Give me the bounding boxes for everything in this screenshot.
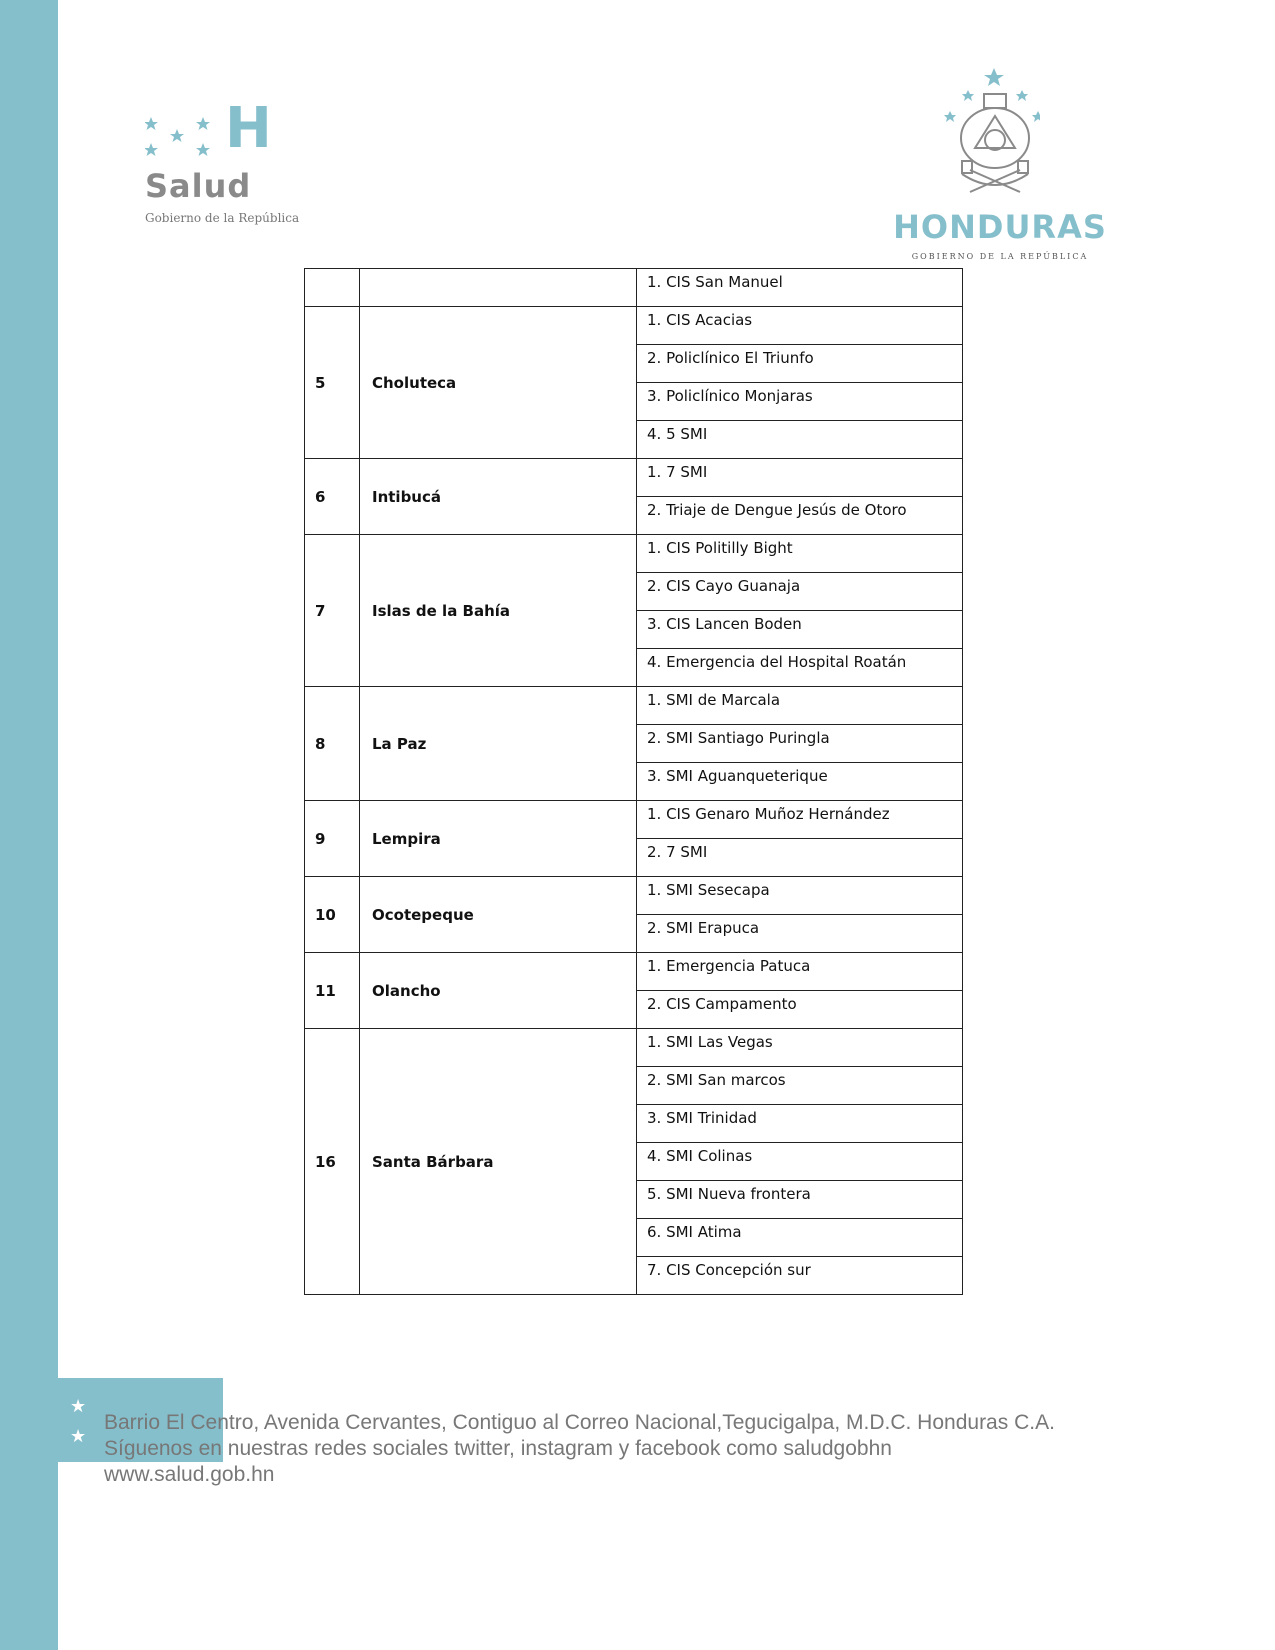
establishment-cell: 1. CIS Genaro Muñoz Hernández <box>637 801 963 839</box>
footer-address: Barrio El Centro, Avenida Cervantes, Contiguo al Correo Nacional,Tegucigalpa, M.D.C. Honduras C.A. <box>104 1411 1055 1434</box>
department-name-cell: Islas de la Bahía <box>360 535 637 687</box>
establishment-cell: 2. SMI San marcos <box>637 1067 963 1105</box>
establishment-cell: 2. CIS Campamento <box>637 991 963 1029</box>
table-row <box>305 307 963 345</box>
table-row <box>305 535 963 573</box>
department-name-cell <box>360 269 637 307</box>
establishment-cell: 4. Emergencia del Hospital Roatán <box>637 649 963 687</box>
establishment-cell: 2. Policlínico El Triunfo <box>637 345 963 383</box>
department-name-cell: Choluteca <box>360 307 637 459</box>
establishment-cell: 2. 7 SMI <box>637 839 963 877</box>
establishment-cell: 2. Triaje de Dengue Jesús de Otoro <box>637 497 963 535</box>
table-row <box>305 801 963 839</box>
table-row <box>305 459 963 497</box>
department-name-cell: Ocotepeque <box>360 877 637 953</box>
department-number-cell: 9 <box>305 801 360 877</box>
establishment-cell: 2. SMI Santiago Puringla <box>637 725 963 763</box>
establishment-cell: 4. 5 SMI <box>637 421 963 459</box>
department-name-cell: Santa Bárbara <box>360 1029 637 1295</box>
department-name-cell: Lempira <box>360 801 637 877</box>
footer-text <box>104 1410 1055 1488</box>
department-number-cell: 11 <box>305 953 360 1029</box>
establishment-cell: 1. 7 SMI <box>637 459 963 497</box>
department-number-cell: 16 <box>305 1029 360 1295</box>
salud-subtitle: Gobierno de la República <box>145 211 300 225</box>
department-name-cell: Olancho <box>360 953 637 1029</box>
footer-stars-icon: ★ ★ <box>70 1396 87 1447</box>
establishment-cell: 1. SMI Sesecapa <box>637 877 963 915</box>
establishment-cell: 2. CIS Cayo Guanaja <box>637 573 963 611</box>
salud-wordmark: Salud <box>145 167 252 205</box>
side-accent-bar <box>0 0 58 1650</box>
coat-of-arms-icon <box>910 66 1040 206</box>
footer-social: Síguenos en nuestras redes sociales twitter, instagram y facebook como saludgobhn <box>104 1437 892 1460</box>
department-number-cell: 8 <box>305 687 360 801</box>
establishment-cell: 1. SMI de Marcala <box>637 687 963 725</box>
table-row <box>305 269 963 307</box>
establishment-cell: 3. SMI Trinidad <box>637 1105 963 1143</box>
honduras-logo <box>880 66 1120 266</box>
establishment-cell: 3. CIS Lancen Boden <box>637 611 963 649</box>
establishment-cell: 1. CIS Acacias <box>637 307 963 345</box>
establishment-cell: 1. SMI Las Vegas <box>637 1029 963 1067</box>
department-name-cell: Intibucá <box>360 459 637 535</box>
establishment-cell: 1. CIS Politilly Bight <box>637 535 963 573</box>
department-number-cell: 5 <box>305 307 360 459</box>
department-number-cell: 6 <box>305 459 360 535</box>
establishment-cell: 6. SMI Atima <box>637 1219 963 1257</box>
establishment-cell: 5. SMI Nueva frontera <box>637 1181 963 1219</box>
establishment-cell: 3. Policlínico Monjaras <box>637 383 963 421</box>
salud-logo <box>145 96 345 235</box>
stars-icon <box>145 115 225 165</box>
establishment-cell: 1. Emergencia Patuca <box>637 953 963 991</box>
establishment-cell: 4. SMI Colinas <box>637 1143 963 1181</box>
h-logo-letter: H <box>225 96 272 161</box>
honduras-subtitle: GOBIERNO DE LA REPÚBLICA <box>911 252 1089 261</box>
table-row <box>305 687 963 725</box>
table-row <box>305 877 963 915</box>
establishment-cell: 7. CIS Concepción sur <box>637 1257 963 1295</box>
department-number-cell <box>305 269 360 307</box>
table-row <box>305 1029 963 1067</box>
establishment-cell: 3. SMI Aguanqueterique <box>637 763 963 801</box>
honduras-wordmark: HONDURAS <box>893 208 1107 246</box>
table-row <box>305 953 963 991</box>
department-number-cell: 7 <box>305 535 360 687</box>
footer-website: www.salud.gob.hn <box>104 1463 275 1486</box>
department-number-cell: 10 <box>305 877 360 953</box>
establishment-cell: 1. CIS San Manuel <box>637 269 963 307</box>
establishments-table <box>304 268 963 1295</box>
establishment-cell: 2. SMI Erapuca <box>637 915 963 953</box>
department-name-cell: La Paz <box>360 687 637 801</box>
